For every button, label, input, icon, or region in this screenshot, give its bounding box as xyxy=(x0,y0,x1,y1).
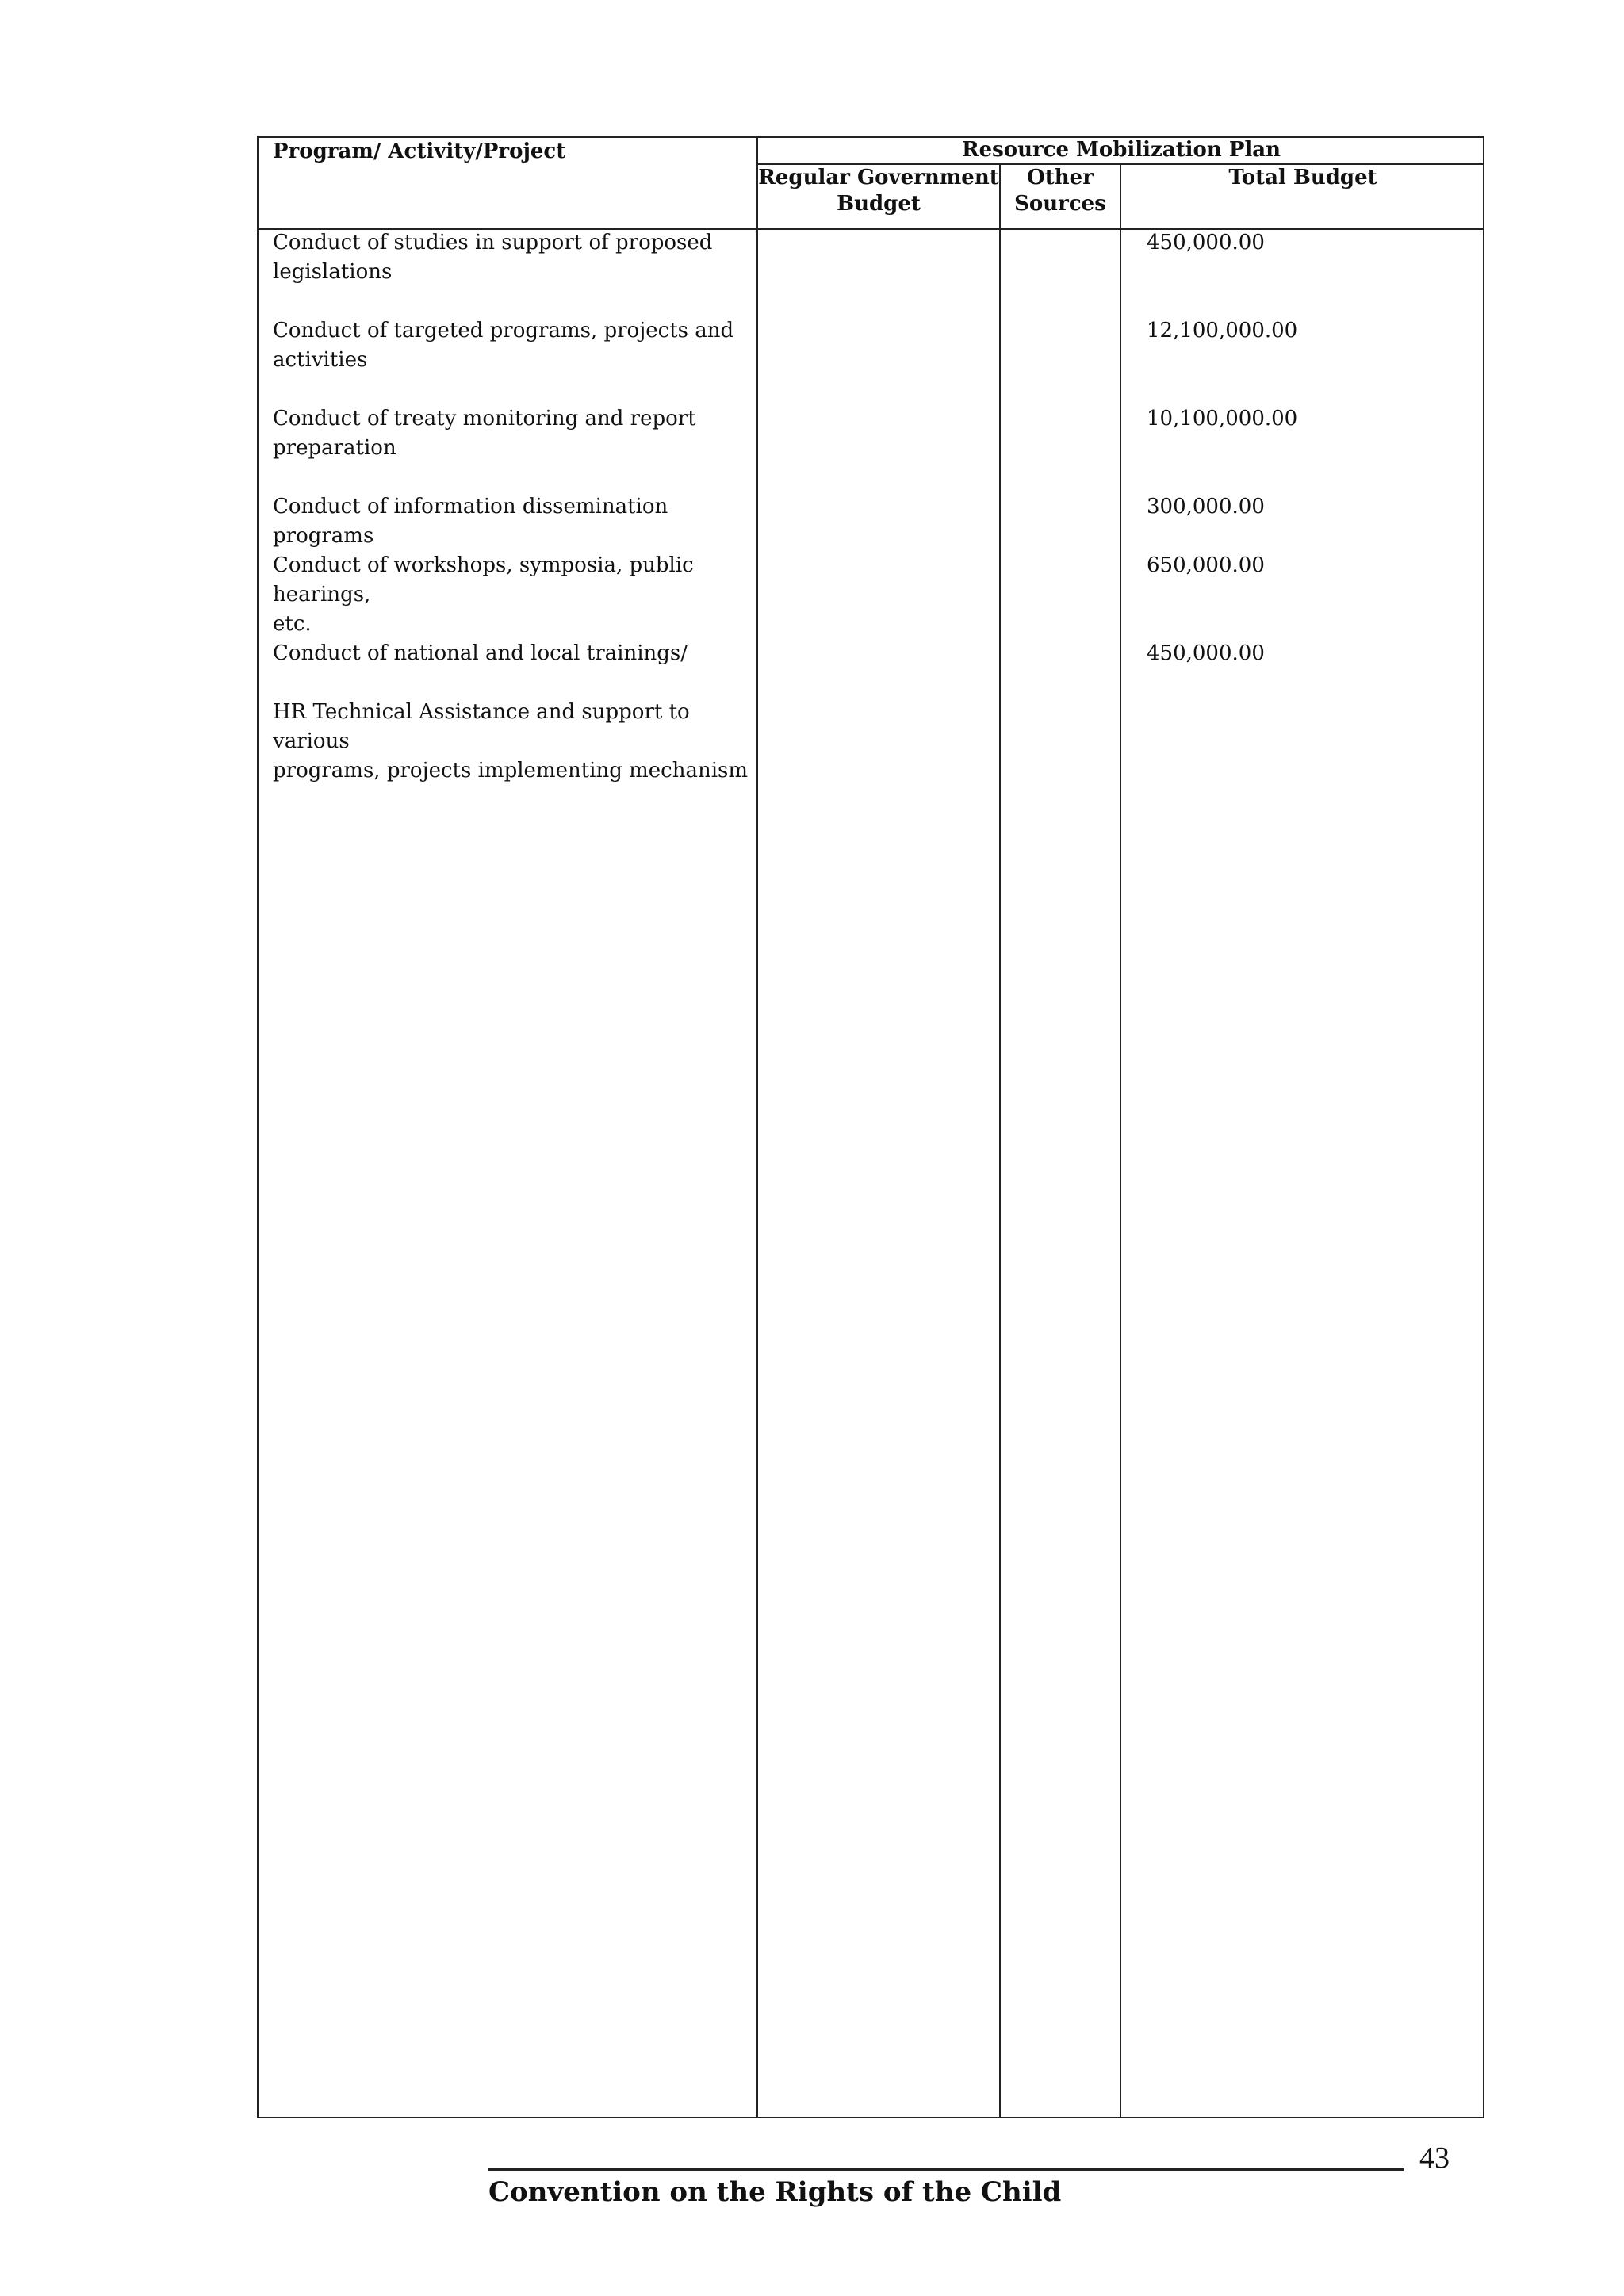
page-number: 43 xyxy=(1419,2141,1450,2175)
activity-text-line: preparation xyxy=(273,436,396,460)
header-other-line2: Sources xyxy=(1014,192,1106,216)
activity-text-line: programs, projects implementing mechanism xyxy=(273,759,749,783)
activity-cell xyxy=(273,316,756,375)
activity-text-line: etc. xyxy=(273,612,312,636)
header-other-line1: Other xyxy=(1027,166,1094,189)
activity-text-line: HR Technical Assistance and support to various xyxy=(273,700,690,753)
activity-text-line: Conduct of workshops, symposia, public hearings, xyxy=(273,553,694,607)
header-regular-government-budget xyxy=(758,165,999,217)
activity-cell xyxy=(273,492,756,551)
header-other-sources xyxy=(1001,165,1120,217)
activity-cell xyxy=(273,228,756,287)
total-budget-cell: 450,000.00 xyxy=(1147,231,1265,254)
activity-text-line: activities xyxy=(273,348,368,372)
resource-mobilization-table xyxy=(257,136,1484,2118)
activity-cell xyxy=(273,404,756,463)
header-regular-line2: Budget xyxy=(837,192,921,216)
activity-text-line: Conduct of studies in support of proposed xyxy=(273,231,713,254)
header-regular-line1: Regular Government xyxy=(758,166,999,189)
total-budget-cell: 12,100,000.00 xyxy=(1147,319,1298,342)
total-budget-cell: 300,000.00 xyxy=(1147,495,1265,519)
activity-text-line: Conduct of targeted programs, projects and xyxy=(273,319,734,342)
activity-text-line: Conduct of national and local trainings/ xyxy=(273,641,688,665)
activity-cell xyxy=(273,698,756,786)
column-divider-other xyxy=(1120,165,1121,2117)
total-budget-cell: 10,100,000.00 xyxy=(1147,407,1298,430)
activity-text-line: Conduct of information dissemination programs xyxy=(273,495,668,548)
header-program-activity-project: Program/ Activity/Project xyxy=(273,140,566,163)
total-budget-cell: 450,000.00 xyxy=(1147,641,1265,665)
activity-text-line: legislations xyxy=(273,260,393,284)
activity-text-line: Conduct of treaty monitoring and report xyxy=(273,407,696,430)
activity-cell xyxy=(273,639,756,668)
activity-cell xyxy=(273,551,756,639)
column-divider-regular xyxy=(999,165,1001,2117)
column-divider-program xyxy=(756,138,758,2117)
total-budget-cell: 650,000.00 xyxy=(1147,553,1265,577)
header-resource-mobilization-plan: Resource Mobilization Plan xyxy=(961,138,1281,162)
footer-rule xyxy=(488,2168,1404,2171)
footer-title: Convention on the Rights of the Child xyxy=(488,2176,1062,2208)
header-total-budget: Total Budget xyxy=(1228,166,1377,189)
